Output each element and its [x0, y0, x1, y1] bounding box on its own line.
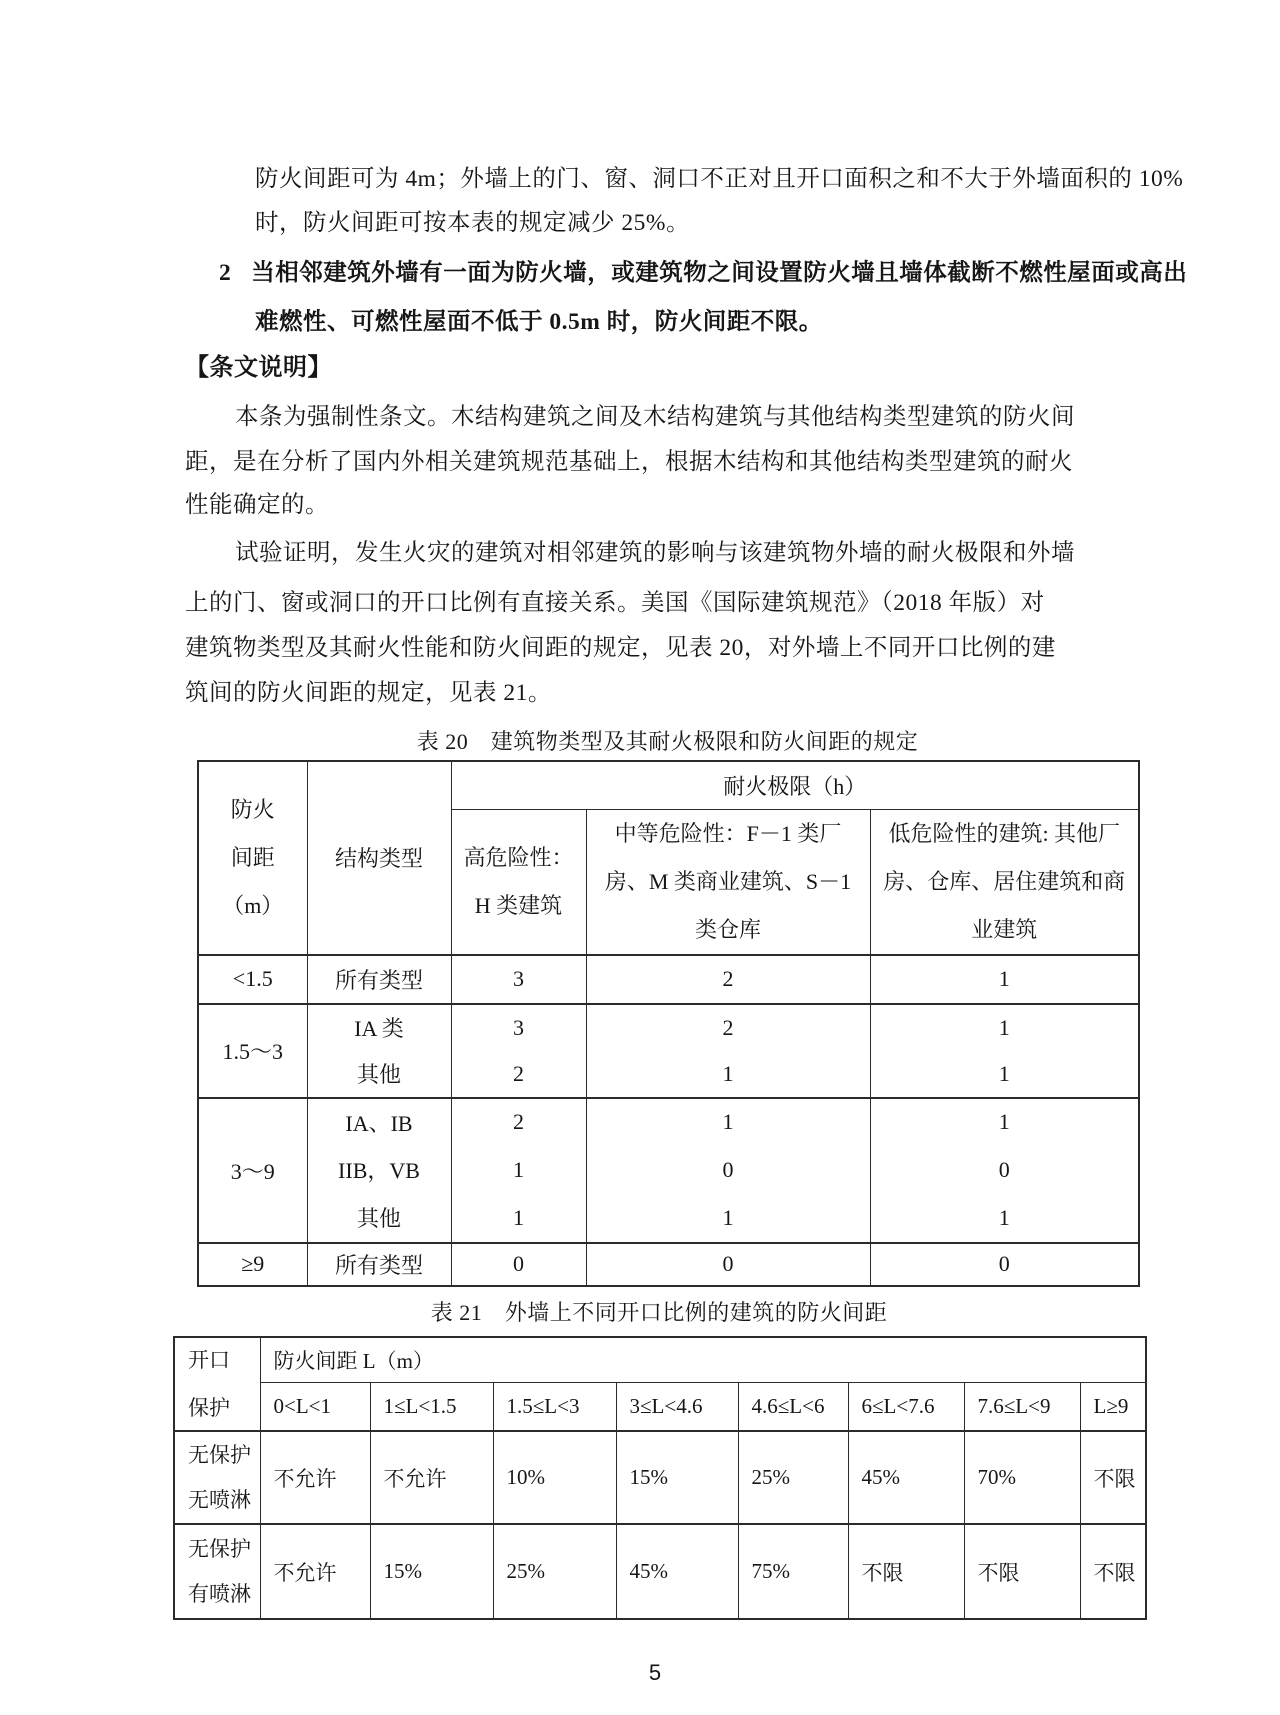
table-row	[198, 1051, 1139, 1098]
t20-value-cell: 2	[586, 1004, 870, 1051]
table-row	[174, 1524, 1146, 1619]
t20-value-cell: 1	[870, 1004, 1139, 1051]
t21-row-label-line: 无喷淋	[188, 1487, 251, 1512]
t21-range-header: L≥9	[1080, 1382, 1146, 1431]
table-row	[198, 1098, 1139, 1146]
t20-header-distance	[198, 761, 307, 955]
table-row	[198, 1146, 1139, 1194]
t20-value-cell: 1	[870, 1051, 1139, 1098]
t20-value-cell: 1	[870, 1194, 1139, 1243]
t20-value-cell: 1	[870, 1098, 1139, 1146]
t20-subheader-line: 高危险性：	[463, 844, 574, 870]
table-20-caption: 表 20 建筑物类型及其耐火极限和防火间距的规定	[416, 729, 919, 754]
table-20	[197, 760, 1140, 1287]
table-row	[174, 1431, 1146, 1524]
table-row	[198, 1194, 1139, 1243]
t20-value-cell: 0	[586, 1243, 870, 1286]
t21-range-header: 7.6≤L<9	[964, 1382, 1080, 1431]
t21-value-cell: 15%	[616, 1431, 738, 1524]
t21-range-header: 3≤L<4.6	[616, 1382, 738, 1431]
t20-type-cell: IIB，VB	[307, 1146, 451, 1194]
t21-value-cell: 75%	[738, 1524, 848, 1619]
t21-row-label-line: 无保护	[188, 1442, 251, 1467]
t21-value-cell: 不允许	[260, 1524, 370, 1619]
t21-value-cell: 15%	[370, 1524, 493, 1619]
t21-value-cell: 25%	[493, 1524, 616, 1619]
t21-value-cell: 45%	[848, 1431, 964, 1524]
t20-distance-cell: <1.5	[198, 955, 307, 1004]
t21-value-cell: 不允许	[370, 1431, 493, 1524]
t20-type-cell: IA、IB	[307, 1098, 451, 1146]
t21-value-cell: 不限	[848, 1524, 964, 1619]
para-1-line-1: 本条为强制性条文。木结构建筑之间及木结构建筑与其他结构类型建筑的防火间	[235, 404, 1075, 430]
t20-subheader-low-hazard	[870, 809, 1139, 955]
t20-value-cell: 1	[586, 1098, 870, 1146]
page-number: 5	[648, 1660, 662, 1685]
t20-value-cell: 3	[451, 955, 586, 1004]
t21-range-header: 0<L<1	[260, 1382, 370, 1431]
t20-subheader-line: 房、仓库、居住建筑和商	[883, 868, 1126, 894]
t20-value-cell: 0	[451, 1243, 586, 1286]
section-heading: 【条文说明】	[185, 355, 332, 381]
t20-subheader-line: 业建筑	[971, 916, 1038, 942]
t21-row-label	[174, 1524, 260, 1619]
t21-range-header: 1≤L<1.5	[370, 1382, 493, 1431]
t20-header-distance-line: 间距	[230, 844, 275, 870]
t21-value-cell: 70%	[964, 1431, 1080, 1524]
t20-type-cell: 所有类型	[307, 1243, 451, 1286]
table-21-caption: 表 21 外墙上不同开口比例的建筑的防火间距	[430, 1300, 888, 1325]
t20-value-cell: 0	[586, 1146, 870, 1194]
t20-header-structure-type: 结构类型	[307, 761, 451, 955]
t21-range-header: 6≤L<7.6	[848, 1382, 964, 1431]
table-row	[198, 1243, 1139, 1286]
t20-subheader-line: 房、M 类商业建筑、S－1	[604, 868, 852, 894]
t21-value-cell: 不允许	[260, 1431, 370, 1524]
table-row	[198, 1004, 1139, 1051]
t20-subheader-line: H 类建筑	[474, 892, 563, 918]
t20-value-cell: 3	[451, 1004, 586, 1051]
t20-subheader-line: 中等危险性：F－1 类厂	[614, 820, 842, 846]
t21-range-header: 4.6≤L<6	[738, 1382, 848, 1431]
t21-range-header: 1.5≤L<3	[493, 1382, 616, 1431]
clause-2-line-2: 难燃性、可燃性屋面不低于 0.5m 时，防火间距不限。	[255, 309, 823, 335]
para-1-line-2: 距，是在分析了国内外相关建筑规范基础上，根据木结构和其他结构类型建筑的耐火	[185, 449, 1073, 475]
t20-type-cell: 其他	[307, 1194, 451, 1243]
t20-value-cell: 1	[451, 1194, 586, 1243]
t20-value-cell: 2	[586, 955, 870, 1004]
t21-value-cell: 45%	[616, 1524, 738, 1619]
t20-header-distance-line: 防火	[230, 796, 275, 822]
t20-subheader-line: 低危险性的建筑: 其他厂	[888, 820, 1121, 846]
t20-distance-cell: 1.5～3	[198, 1004, 307, 1098]
t21-group-header: 防火间距 L（m）	[260, 1337, 1146, 1382]
t20-header-fire-resistance: 耐火极限（h）	[451, 761, 1139, 809]
t21-value-cell: 25%	[738, 1431, 848, 1524]
t20-value-cell: 1	[586, 1194, 870, 1243]
table-row	[198, 955, 1139, 1004]
para-2-line-2: 上的门、窗或洞口的开口比例有直接关系。美国《国际建筑规范》（2018 年版）对	[185, 590, 1045, 616]
t20-header-distance-line: （m）	[222, 892, 284, 918]
note-line-1: 防火间距可为 4m；外墙上的门、窗、洞口不正对且开口面积之和不大于外墙面积的 10%	[255, 166, 1184, 192]
t20-value-cell: 1	[586, 1051, 870, 1098]
t20-distance-cell: ≥9	[198, 1243, 307, 1286]
t21-corner-line: 保护	[188, 1395, 230, 1420]
clause-2-line-1	[219, 257, 1187, 289]
t21-corner-line: 开口	[188, 1347, 230, 1372]
t21-corner-header	[174, 1337, 260, 1431]
t21-row-label	[174, 1431, 260, 1524]
t21-value-cell: 不限	[1080, 1431, 1146, 1524]
t20-subheader-line: 类仓库	[694, 916, 761, 942]
t20-subheader-medium-hazard	[586, 809, 870, 955]
t21-row-label-line: 有喷淋	[188, 1581, 251, 1606]
para-2-line-1: 试验证明，发生火灾的建筑对相邻建筑的影响与该建筑物外墙的耐火极限和外墙	[235, 540, 1075, 566]
t20-type-cell: 所有类型	[307, 955, 451, 1004]
t21-value-cell: 10%	[493, 1431, 616, 1524]
clause-2-number: 2	[219, 260, 232, 286]
para-2-line-4: 筑间的防火间距的规定，见表 21。	[185, 680, 552, 706]
t20-distance-cell: 3～9	[198, 1098, 307, 1243]
t20-value-cell: 1	[870, 955, 1139, 1004]
t20-subheader-high-hazard	[451, 809, 586, 955]
t21-value-cell: 不限	[964, 1524, 1080, 1619]
clause-2-text: 当相邻建筑外墙有一面为防火墙，或建筑物之间设置防火墙且墙体截断不燃性屋面或高出	[251, 260, 1188, 286]
para-2-line-3: 建筑物类型及其耐火性能和防火间距的规定，见表 20，对外墙上不同开口比例的建	[185, 635, 1056, 661]
t20-type-cell: 其他	[307, 1051, 451, 1098]
t20-value-cell: 2	[451, 1098, 586, 1146]
note-line-2: 时，防火间距可按本表的规定减少 25%。	[255, 210, 690, 236]
t20-type-cell: IA 类	[307, 1004, 451, 1051]
t20-value-cell: 1	[451, 1146, 586, 1194]
t21-value-cell: 不限	[1080, 1524, 1146, 1619]
t20-value-cell: 0	[870, 1243, 1139, 1286]
t20-value-cell: 2	[451, 1051, 586, 1098]
para-1-line-3: 性能确定的。	[185, 492, 329, 518]
t21-row-label-line: 无保护	[188, 1536, 251, 1561]
table-21	[173, 1336, 1147, 1620]
t20-value-cell: 0	[870, 1146, 1139, 1194]
